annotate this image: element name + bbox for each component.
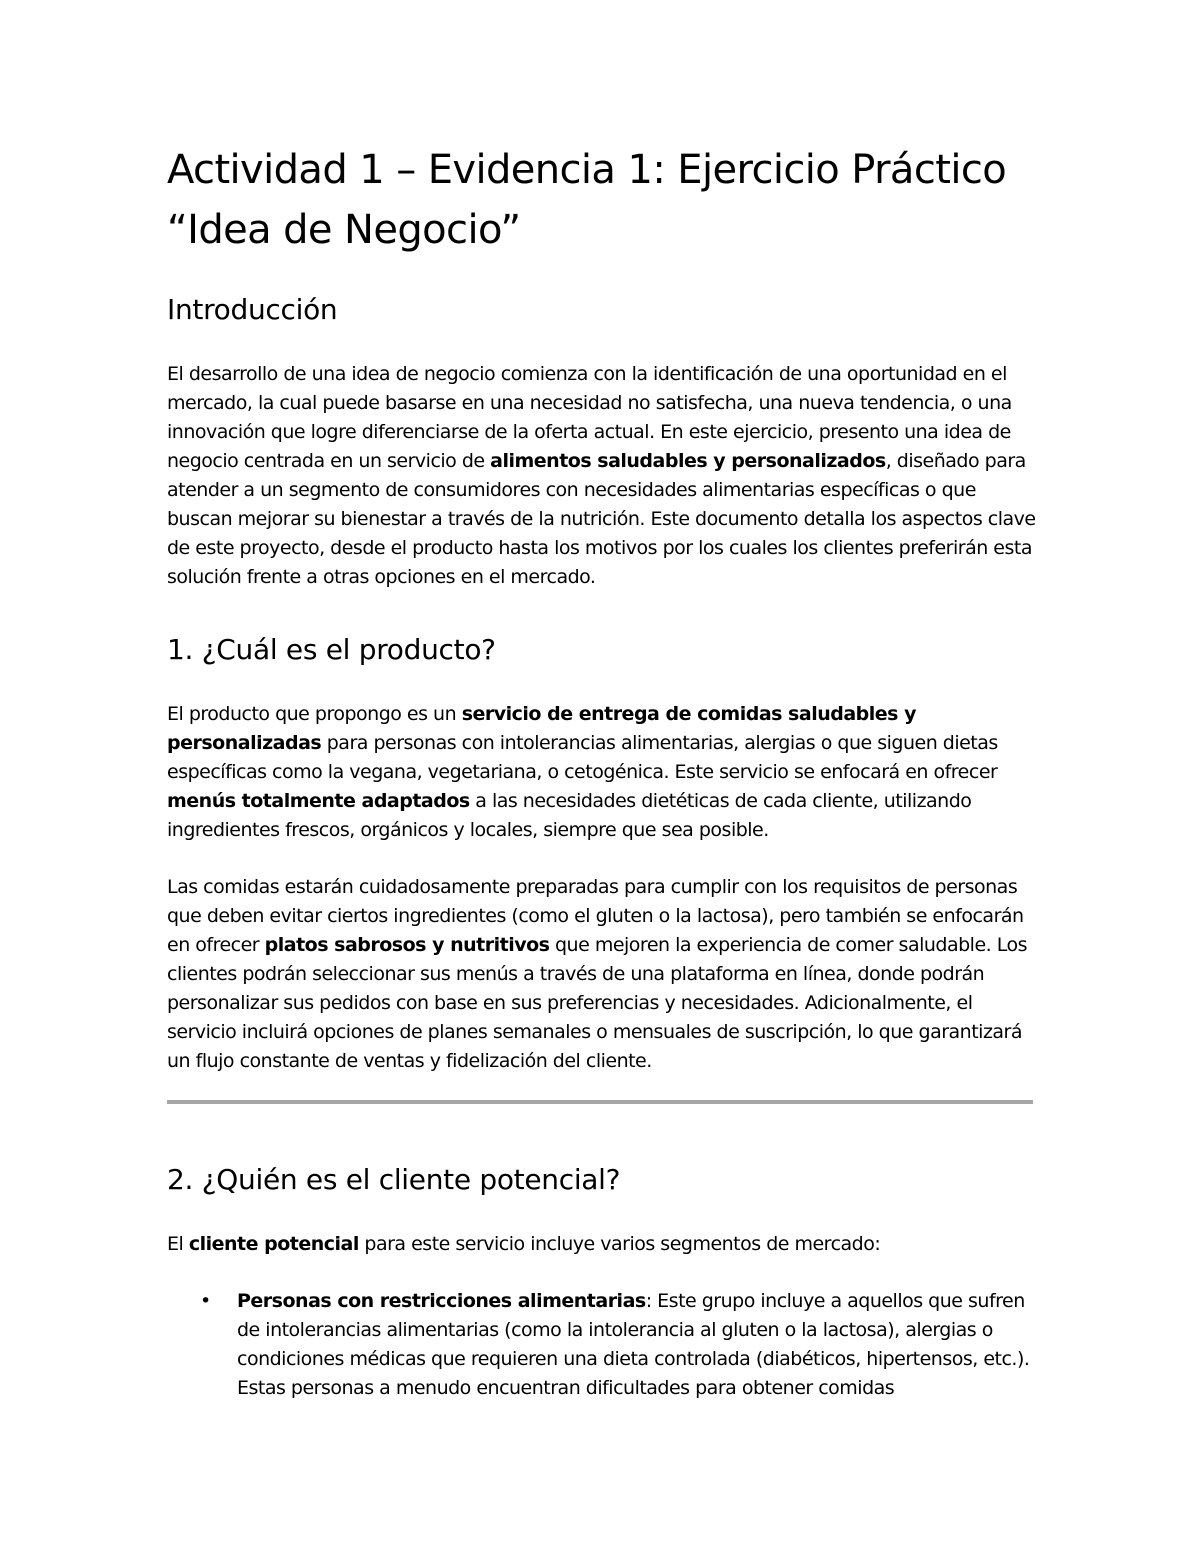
s2-bold-1: cliente potencial [188,1233,359,1255]
document-title [167,140,1037,260]
intro-heading: Introducción [167,293,338,326]
bullet-1-text: : Este grupo incluye a aquellos que sufren de intolerancias alimentarias (como la intolerancia al gluten o la lactosa), alergias o condiciones médicas que requieren una dieta controlada (diabéticos, hipertensos, etc.). Estas personas a menudo encuentran dificultades para obtener comidas [237,1290,1030,1399]
document-page [167,140,1037,1403]
section-2-heading: 2. ¿Quién es el cliente potencial? [167,1163,621,1196]
title-line-1: Actividad 1 – Evidencia 1: Ejercicio Práctico [167,147,1007,193]
s1-bold-1: servicio de entrega de comidas saludables y personalizadas [167,703,916,754]
client-segment-list [167,1287,1037,1403]
section-1-paragraph-2 [167,873,1037,1076]
intro-paragraph [167,360,1037,592]
list-item [200,1287,1037,1403]
intro-bold-1: alimentos saludables y personalizados [490,450,886,472]
s1-text-1: El producto que propongo es un [167,703,462,725]
s1-bold-2: menús totalmente adaptados [167,790,470,812]
s1-text-3: a las necesidades dietéticas de cada cliente, utilizando ingredientes frescos, orgánicos y locales, siempre que sea posible. [167,790,972,841]
section-2-paragraph-1 [167,1230,1037,1259]
s1-p2-text-1: Las comidas estarán cuidadosamente preparadas para cumplir con los requisitos de personas que deben evitar ciertos ingredientes (como el gluten o la lactosa), pero también se enfocarán en ofrecer [167,876,1024,956]
bullet-icon: • [200,1290,211,1312]
horizontal-rule [167,1100,1033,1104]
s2-text-1: El [167,1233,189,1255]
s1-text-2: para personas con intolerancias alimentarias, alergias o que siguen dietas específicas como la vegana, vegetariana, o cetogénica. Este servicio se enfocará en ofrecer [167,732,998,783]
s2-text-2: para este servicio incluye varios segmentos de mercado: [358,1233,881,1255]
title-line-2: “Idea de Negocio” [167,207,521,253]
section-1-heading: 1. ¿Cuál es el producto? [167,633,496,666]
intro-text-2: , diseñado para atender a un segmento de consumidores con necesidades alimentarias específicas o que buscan mejorar su bienestar a través de la nutrición. Este documento detalla los aspectos clave de este proyecto, desde el producto hasta los motivos por los cuales los clientes preferirán esta solución frente a otras opciones en el mercado. [167,450,1036,588]
s1-p2-bold-1: platos sabrosos y nutritivos [264,934,550,956]
s1-p2-text-2: que mejoren la experiencia de comer saludable. Los clientes podrán seleccionar sus menús a través de una plataforma en línea, donde podrán personalizar sus pedidos con base en sus preferencias y necesidades. Adicionalmente, el servicio incluirá opciones de planes semanales o mensuales de suscripción, lo que garantizará un flujo constante de ventas y fidelización del cliente. [167,934,1027,1072]
intro-text-1: El desarrollo de una idea de negocio comienza con la identificación de una oportunidad en el mercado, la cual puede basarse en una necesidad no satisfecha, una nueva tendencia, o una innovación que logre diferenciarse de la oferta actual. En este ejercicio, presento una idea de negocio centrada en un servicio de [167,363,1012,472]
section-1-paragraph-1 [167,700,1037,845]
bullet-1-bold: Personas con restricciones alimentarias [237,1290,646,1312]
